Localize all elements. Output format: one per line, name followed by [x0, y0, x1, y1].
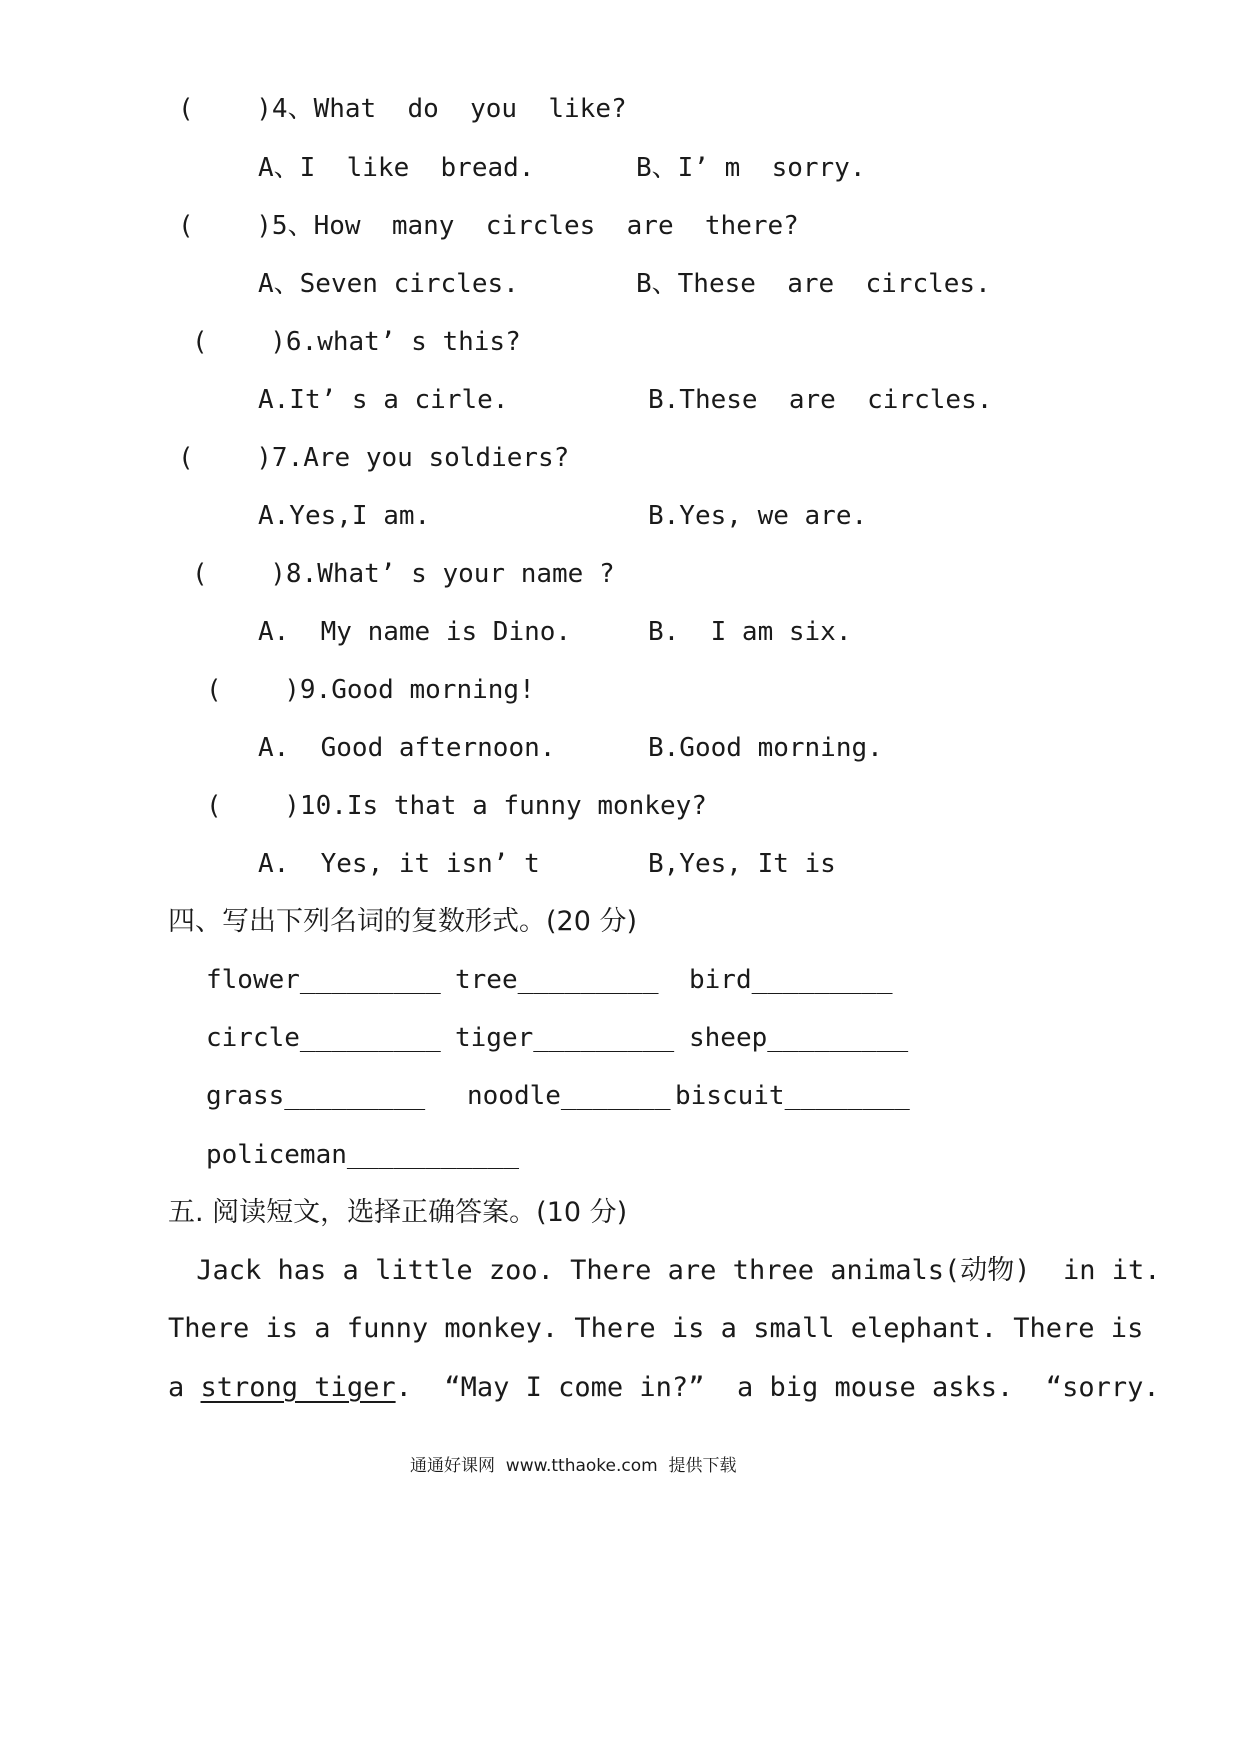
- question-9-option-b: B.Good morning.: [648, 733, 883, 763]
- question-9-stem: ( )9.Good morning!: [206, 675, 535, 705]
- plural-blank-sheep: sheep_________: [689, 1023, 909, 1053]
- question-10-stem: ( )10.Is that a funny monkey?: [206, 791, 707, 821]
- plural-blank-tiger: tiger_________: [455, 1023, 675, 1053]
- passage-line-3-start: a: [168, 1372, 201, 1403]
- passage-line-2: There is a funny monkey. There is a small elephant. There is: [168, 1313, 1144, 1344]
- passage-line-3-end: . “May I come in?” a big mouse asks. “sorry.: [395, 1372, 1160, 1403]
- question-8-option-b: B. I am six.: [648, 617, 852, 647]
- passage-line-3: [168, 1372, 1160, 1404]
- section-4-heading: 四、写出下列名词的复数形式。(20 分): [168, 906, 638, 937]
- plural-blank-noodle: noodle_______: [467, 1081, 671, 1111]
- question-9-option-a: A. Good afternoon.: [258, 733, 556, 763]
- plural-blank-bird: bird_________: [689, 965, 893, 995]
- question-6-option-a: A.It’ s a cirle.: [258, 385, 509, 415]
- question-8-option-a: A. My name is Dino.: [258, 617, 572, 647]
- question-4-option-a: A、I like bread.: [258, 153, 535, 183]
- underlined-phrase: strong tiger: [200, 1372, 396, 1403]
- question-6-stem: ( )6.what’ s this?: [192, 327, 521, 357]
- question-10-option-a: A. Yes, it isn’ t: [258, 849, 540, 879]
- plural-blank-biscuit: biscuit________: [675, 1081, 910, 1111]
- plural-blank-flower: flower_________: [206, 965, 441, 995]
- footer-text: 通通好课网 www.tthaoke.com 提供下载: [410, 1456, 737, 1476]
- question-5-stem: ( )5、How many circles are there?: [178, 211, 799, 241]
- passage-line-1: Jack has a little zoo. There are three animals(动物) in it.: [180, 1255, 1161, 1286]
- plural-blank-grass: grass_________: [206, 1081, 426, 1111]
- plural-blank-policeman: policeman___________: [206, 1140, 520, 1170]
- plural-blank-tree: tree_________: [455, 965, 659, 995]
- question-7-option-a: A.Yes,I am.: [258, 501, 431, 531]
- question-10-option-b: B,Yes, It is: [648, 849, 836, 879]
- question-4-option-b: B、I’ m sorry.: [636, 153, 866, 183]
- question-6-option-b: B.These are circles.: [648, 385, 993, 415]
- question-8-stem: ( )8.What’ s your name ?: [192, 559, 615, 589]
- question-5-option-a: A、Seven circles.: [258, 269, 519, 299]
- question-4-stem: ( )4、What do you like?: [178, 94, 627, 124]
- question-7-option-b: B.Yes, we are.: [648, 501, 868, 531]
- question-7-stem: ( )7.Are you soldiers?: [178, 443, 570, 473]
- section-5-heading: 五. 阅读短文，选择正确答案。(10 分): [168, 1197, 628, 1228]
- plural-blank-circle: circle_________: [206, 1023, 441, 1053]
- question-5-option-b: B、These are circles.: [636, 269, 991, 299]
